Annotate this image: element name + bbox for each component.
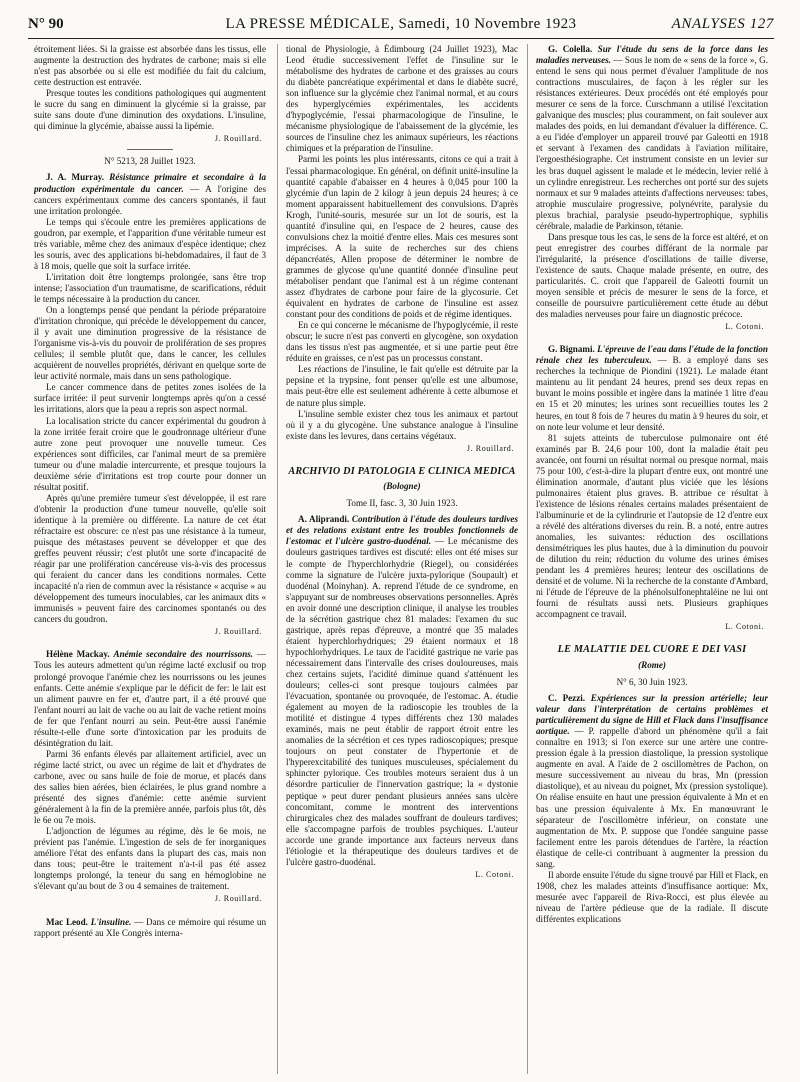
text: — Sous le nom de « sens de la force », G. entend le sens qui nous permet d'évaluer l'amplitude de nos contractions musculaires, de façon à les régler sur les résistances extérieures. Deux procédés ont été employés pour mesurer ce sens de la force. Curschmann a utilisé l'excitation galvanique des muscles; plus couramment, on fait soulever aux malades des poids, en lui demandant d'évaluer la différence. C. a eu l'idée d'employer un appareil trouvé par Galeotti en 1918 et servant à l'examen des candidats à l'aviation militaire, l'ergoesthésiographe. Cet instrument consiste en un levier sur les bras duquel agissent le malade et le médecin, levier relié à un cylindre enregistreur. Les recherches ont porté sur des sujets normaux et sur 9 malades atteints d'affections nerveuses: tabes, atrophie musculaire progressive, polynévrite, paralysie du plexus brachial, paralysie pseudo-hypertrophique, syphilis cérébrale, maladie de Parkinson, tétanie. [536, 55, 768, 231]
issue-line: Tome II, fasc. 3, 30 Juin 1923. [346, 498, 458, 509]
text: — Le mécanisme des douleurs gastriques tardives est discuté: elles ont été mises sur le compte de l'hyperchlorhydrie (Riegel), ou considérées comme la signature de l'ulcère juxta-pylorique (Soupault) et duodénal (Moinyhan). A. reprend l'étude de ce syndrome, en s'appuyant sur de nombreuses observations personnelles. Après en avoir donné une description clinique, il analyse les troubles de la sécrétion gastrique chez 81 malades: l'examen du suc gastrique, après repas d'épreuve, a montré que 35 malades étaient hyperchlorhydriques; 29 étaient normaux et 18 hypochlorhydriques. Le taux de l'acidité gastrique ne varie pas nécessairement dans l'intervalle des crises douloureuses, mais chez certains sujets, l'acidité diminue quand s'atténuent les douleurs; celles-ci sont presque toujours calmées par l'évacuation, spontanée ou provoquée, de l'estomac. A. étudie également au moyen de la radioscopie les troubles de la motilité et distingue 4 types différents chez 130 malades examinés, mais ne peut établir de rapport étroit entre les anomalies de la sécrétion et ces types radioscopiques; presque toujours on peut constater de l'hypertonie et de l'hyperexcitabilité des tuniques musculeuses, spécialement du sphincter pylorique. Ces troubles moteurs seraient dus à un désordre particulier de l'innervation gastrique; la « dystonie peptique » peut durer pendant plusieurs années sans ulcère concomitant, comme le montrent des interventions chirurgicales chez des malades souffrant de douleurs tardives; elle s'accompagne parfois de troubles psychiques. L'auteur accorde une grande importance aux facteurs nerveux dans l'étiologie et la thérapeutique des douleurs tardives et de l'ulcère gastro-duodénal. [286, 536, 518, 867]
text: — A l'origine des cancers expérimentaux comme des cancers spontanés, il faut une irritation prolongée. [34, 183, 266, 216]
article-title: Expériences sur la pression artérielle; leur valeur dans l'interprétation de certains problèmes et particulièrement du signe de Hill et Flack dans l'insuffisance aortique. [536, 693, 768, 737]
text: — Dans ce mémoire qui résume un rapport présenté au XIe Congrès interna- [34, 916, 266, 938]
running-header [28, 14, 774, 36]
signature: J. Rouillard. [214, 627, 262, 637]
text: — P. rappelle d'abord un phénomène qu'il a fait connaître en 1913; si l'on exerce sur une artère une contre-pression égale à la pression diastolique, la pression systolique augmente en aval. A l'aide de 2 oscillomètres de Pachon, on mesure successivement au niveau du bras, Mn (pression diastolique), et au niveau du poignet, Mx (pression systolique). On réalise ensuite en haut une pression équivalente à Mn et en bas une pression équivalente à Mx. En manœuvrant le séparateur de l'oscillomètre inférieur, on constate une augmentation de Mx. P. suppose que l'ondée sanguine passe facilement entre les parois détendues de l'artère, la réaction élastique de celle-ci contribuant à augmenter la pression du sang. [536, 726, 768, 869]
article-title: L'insuline. [90, 916, 132, 927]
paragraph: étroitement liées. Si la graisse est absorbée dans les tissus, elle augmente la destruction des hydrates de carbone; mais si elle n'est pas absorbée ou si elle est modifiée du fait du calcium, cette destruction est entravée. [34, 44, 266, 88]
journal-title: LA PRESSE MÉDICALE, Samedi, 10 Novembre 1923 [225, 16, 577, 32]
signature: J. Rouillard. [466, 443, 514, 453]
abstract-macleod [34, 917, 266, 939]
issue-number: N° 90 [28, 16, 64, 32]
paragraph: L'irritation doit être longtemps prolongée, sans être trop intense; l'association d'un traumatisme, de scarifications, réduit le temps nécessaire à la production du cancer. [34, 271, 266, 304]
signature: L. Cotoni. [725, 322, 764, 332]
column-1 [34, 44, 266, 1078]
paragraph: Parmi 36 enfants élevés par allaitement artificiel, avec un régime lacté strict, ou avec un régime de lait et d'hydrates de carbone, avec ou sans huile de foie de morue, et placés dans des salles bien aérées, bien éclairées, le plus grand nombre a présenté des signes d'anémie: cette anémie survient généralement à la fin de la première année, parfois plus tôt, dès le 6e ou 7e mois. [34, 748, 266, 826]
journal-city: (Bologne) [383, 481, 421, 492]
text: — Tous les auteurs admettent qu'un régime lacté exclusif ou trop prolongé provoque l'anémie chez les nourrissons ou les jeunes enfants. Cette anémie s'explique par le déficit de fer: le lait est un aliment pauvre en fer et, d'autre part, il a été prouvé que l'enfant nourri au lait de vache ou au lait de vache retient moins de fer que l'enfant nourri au sein. Peut-être aussi l'anémie résulte-t-elle d'une sorte d'intoxication par les produits de désintégration du lait. [34, 649, 266, 748]
column-2 [286, 44, 518, 1078]
paragraph: Parmi les points les plus intéressants, citons ce qui a trait à l'essai pharmacologique. En général, on définit unité-insuline la quantité capable d'abaisser en 4 heures à 0,045 pour 100 la glycémie d'un lapin de 2 kilogr à jeun depuis 24 heures; à ce moment apparaissent habituellement des convulsions. D'après Krogh, l'unité-souris, mesurée sur un lot de souris, est la quantité d'insuline qui, en l'espace de 2 heures, cause des convulsions chez la moitié d'entre elles. Mais ces mesures sont imprécises. A la suite de recherches sur des chiens dépancréatés, Allen propose de déterminer le nombre de grammes de glycose qu'une quantité donnée d'insuline peut métaboliser pendant que l'animal est à un régime contenant assez d'hydrates de carbone pour faire de la glycosurie. Cet équivalent en hydrates de carbone de l'insuline est assez constant pour des conditions de poids et de régime identiques. [286, 154, 518, 320]
paragraph: L'adjonction de légumes au régime, dès le 6e mois, ne prévient pas l'anémie. L'ingestion de sels de fer inorganiques améliore l'état des enfants dans la plupart des cas, mais non dans tous; peut-être le traitement n'a-t-il pas été assez longtemps prolongé, la teneur du sang en hémoglobine ne s'élevant qu'au bout de 3 ou 4 semaines de traitement. [34, 826, 266, 892]
abstract-pezzi [536, 693, 768, 870]
journal-heading: LE MALATTIE DEL CUORE E DEI VASI [557, 644, 747, 656]
issue-line: N° 6, 30 Juin 1923. [616, 676, 688, 687]
header-rule [28, 38, 774, 39]
abstract-colella [536, 44, 768, 232]
abstract-bignami [536, 344, 768, 432]
issue-line: N° 5213, 28 Juillet 1923. [104, 156, 196, 167]
paragraph: Le cancer commence dans de petites zones isolées de la surface irritée: il peut survenir longtemps après qu'on a cessé les irritations, alors que la peau a repris son aspect normal. [34, 382, 266, 415]
journal-city: (Rome) [638, 659, 666, 670]
article-title: Sur l'étude du sens de la force dans les maladies nerveuses. [536, 44, 768, 66]
separator [127, 149, 173, 150]
author: C. Pezzi. [548, 693, 586, 704]
signature: J. Rouillard. [214, 134, 262, 144]
paragraph: Les réactions de l'insuline, le fait qu'elle est détruite par la pepsine et la trypsine, font penser qu'elle est une albumose, mais peut-être elle est seulement adhérente à cette albumose et de nature plus simple. [286, 364, 518, 408]
column-3 [536, 44, 768, 1078]
signature: J. Rouillard. [214, 894, 262, 904]
paragraph: Dans presque tous les cas, le sens de la force est altéré, et on peut enregistrer des courbes différant de la normale par l'irrégularité, la présence d'oscillations de taille diverse, l'existence de sauts. Chaque malade présente, en outre, des particularités. C. croit que l'appareil de Galeotti fournit un moyen sensible et précis de mesurer le sens de la force, et conseille de poursuivre particulièrement cette étude au début des maladies nerveuses pour faire un diagnostic précoce. [536, 231, 768, 320]
column-divider [277, 44, 278, 1074]
author: A. Aliprandi. [298, 514, 350, 525]
paragraph: 81 sujets atteints de tuberculose pulmonaire ont été examinés par B. 24,6 pour 100, dont la maladie était peu avancée, ont fourni un résultat normal ou presque normal, mais 75 pour 100, c'est-à-dire la plupart d'entre eux, ont montré une élimination anormale, d'autant plus viciée que les lésions pulmonaires étaient plus graves. B. attribue ce résultat à l'existence de lésions rénales certains malades présentaient de l'albuminurie et de la cylindrurie et l'autopsie de 12 d'entre eux a révélé des altérations diverses du rein. B. a noté, entre autres anomalies, les suivantes: réduction des oscillations densimétriques les plus hautes, due à la diminution du pouvoir de dilution du rein; réduction du volume des urines émises pendant les 4 premières heures; lenteur des oscillations de densité et de volume. Ni la recherche de la constante d'Ambard, ni l'étude de l'épreuve de la phénolsulfonephtaléine ne lui ont fourni de résultats aussi nets. Plusieurs graphiques accompagnent ce travail. [536, 432, 768, 620]
author: G. Colella. [548, 44, 593, 54]
paragraph: Le temps qui s'écoule entre les premières applications de goudron, par exemple, et l'apparition d'une véritable tumeur est très variable, même chez des animaux d'espèce identique; chez les souris, avec des applications bi-hebdomadaires, il faut de 3 à 18 mois, quelle que soit la surface irritée. [34, 216, 266, 271]
paragraph: Après qu'une première tumeur s'est développée, il est rare d'obtenir la production d'une tumeur nouvelle, qu'elle soit identique à la première ou différente. La nature de cet état réfractaire est obscure: ce n'est pas une résistance à la tumeur, puisque des métastases peuvent se développer et que des greffes peuvent réussir; c'est plutôt une sorte d'incapacité de réagir par une prolifération cancéreuse vis-à-vis des processus qui feraient du cancer dans les conditions normales. Cette incapacité n'a rien de commun avec la résistance « acquise » au développement des tumeurs inoculables, car les animaux dits « immunisés » peuvent faire des carcinomes spontanés ou des cancers du goudron. [34, 492, 266, 625]
author: Mac Leod. [46, 916, 88, 927]
signature: L. Cotoni. [475, 869, 514, 879]
article-title: L'épreuve de l'eau dans l'étude de la fonction rénale chez les tuberculeux. [536, 344, 768, 366]
paragraph: tional de Physiologie, à Édimbourg (24 Juillet 1923), Mac Leod étudie successivement l'effet de l'insuline sur le métabolisme des hydrates de carbone et des graisses au cours du diabète pancréatique expérimental et dans le diabète sucré, son influence sur la glycémie chez l'animal normal, et au cours des hyperglycémies expérimentales, les accidents d'hypoglycémie, l'essai pharmacologique de l'insuline, le mécanisme physiologique de l'abaissement de la glycémie, les sources de l'insuline chez les animaux supérieurs, les réactions chimiques et la préparation de l'insuline. [286, 44, 518, 154]
abstract-mackay [34, 649, 266, 748]
article-title: Contribution à l'étude des douleurs tardives et des relations existant entre les troubles fonctionnels de l'estomac et l'ulcère gastro-duodénal. [286, 514, 518, 547]
abstract-aliprandi [286, 514, 518, 868]
paragraph: L'insuline semble exister chez tous les animaux et partout où il y a du glycogène. Une substance analogue à l'insuline existe dans les levures, dans certains végétaux. [286, 408, 518, 441]
journal-heading: ARCHIVIO DI PATOLOGIA E CLINICA MEDICA [288, 465, 516, 477]
author: J. A. Murray. [46, 172, 105, 183]
text: — B. a employé dans ses recherches la technique de Piondini (1921). Le malade étant maintenu au lit pendant 24 heures, prend ses deux repas en buvant le moins possible et ingère dans la matinée 1 litre d'eau en 15 et 20 minutes; les urines sont recueillies toutes les 2 heures, en tout 8 fois de 7 heures du matin à 9 heures du soir, et on note leur volume et leur densité. [536, 355, 768, 432]
paragraph: Il aborde ensuite l'étude du signe trouvé par Hill et Flack, en 1908, chez les malades atteints d'insuffisance aortique: Mx, mesurée avec l'appareil de Riva-Rocci, est plus élevée au niveau de l'artère pédieuse que de la radiale. Il discute différentes explications [536, 869, 768, 924]
abstract-murray [34, 172, 266, 216]
paragraph: La localisation stricte du cancer expérimental du goudron à la zone irritée ferait croire que le goudronnage ultérieur d'une autre zone peut provoquer une nouvelle tumeur. Ces expériences sont difficiles, car l'animal meurt de sa première tumeur ou d'une maladie intercurrente, et presque toujours la deuxième série d'irritations est trop courte pour donner un résultat positif. [34, 415, 266, 492]
author: G. Bignami. [548, 344, 595, 355]
paragraph: En ce qui concerne le mécanisme de l'hypoglycémie, il reste obscur; le sucre n'est pas converti en glycogène, son oxydation dans les tissus n'est pas augmentée, et si une partie peut être réduite en graisses, ce n'est pas un processus constant. [286, 320, 518, 364]
section-page: ANALYSES 127 [671, 16, 774, 32]
author: Hélène Mackay. [46, 649, 110, 660]
article-title: Résistance primaire et secondaire à la production expérimentale du cancer. [34, 172, 266, 194]
paragraph: On a longtemps pensé que pendant la période préparatoire d'irritation chronique, qui précède le développement du cancer, il y avait une diminution progressive de la résistance de l'organisme vis-à-vis du pouvoir de prolifération de ses propres cellules; il semble plutôt que, dans le cancer, les cellules acquièrent de nouvelles propriétés, dérivant en quelque sorte de leur activité normale, mais dans un sens pathologique. [34, 305, 266, 382]
column-divider [527, 44, 528, 1074]
paragraph: Presque toutes les conditions pathologiques qui augmentent le sucre du sang en diminuent la glycémie si la graisse, par suite sans doute d'une diminution des oxydations. L'insuline, qui diminue la glycémie, abaisse aussi la lipémie. [34, 88, 266, 132]
signature: L. Cotoni. [725, 622, 764, 632]
article-title: Anémie secondaire des nourrissons. [113, 649, 254, 660]
